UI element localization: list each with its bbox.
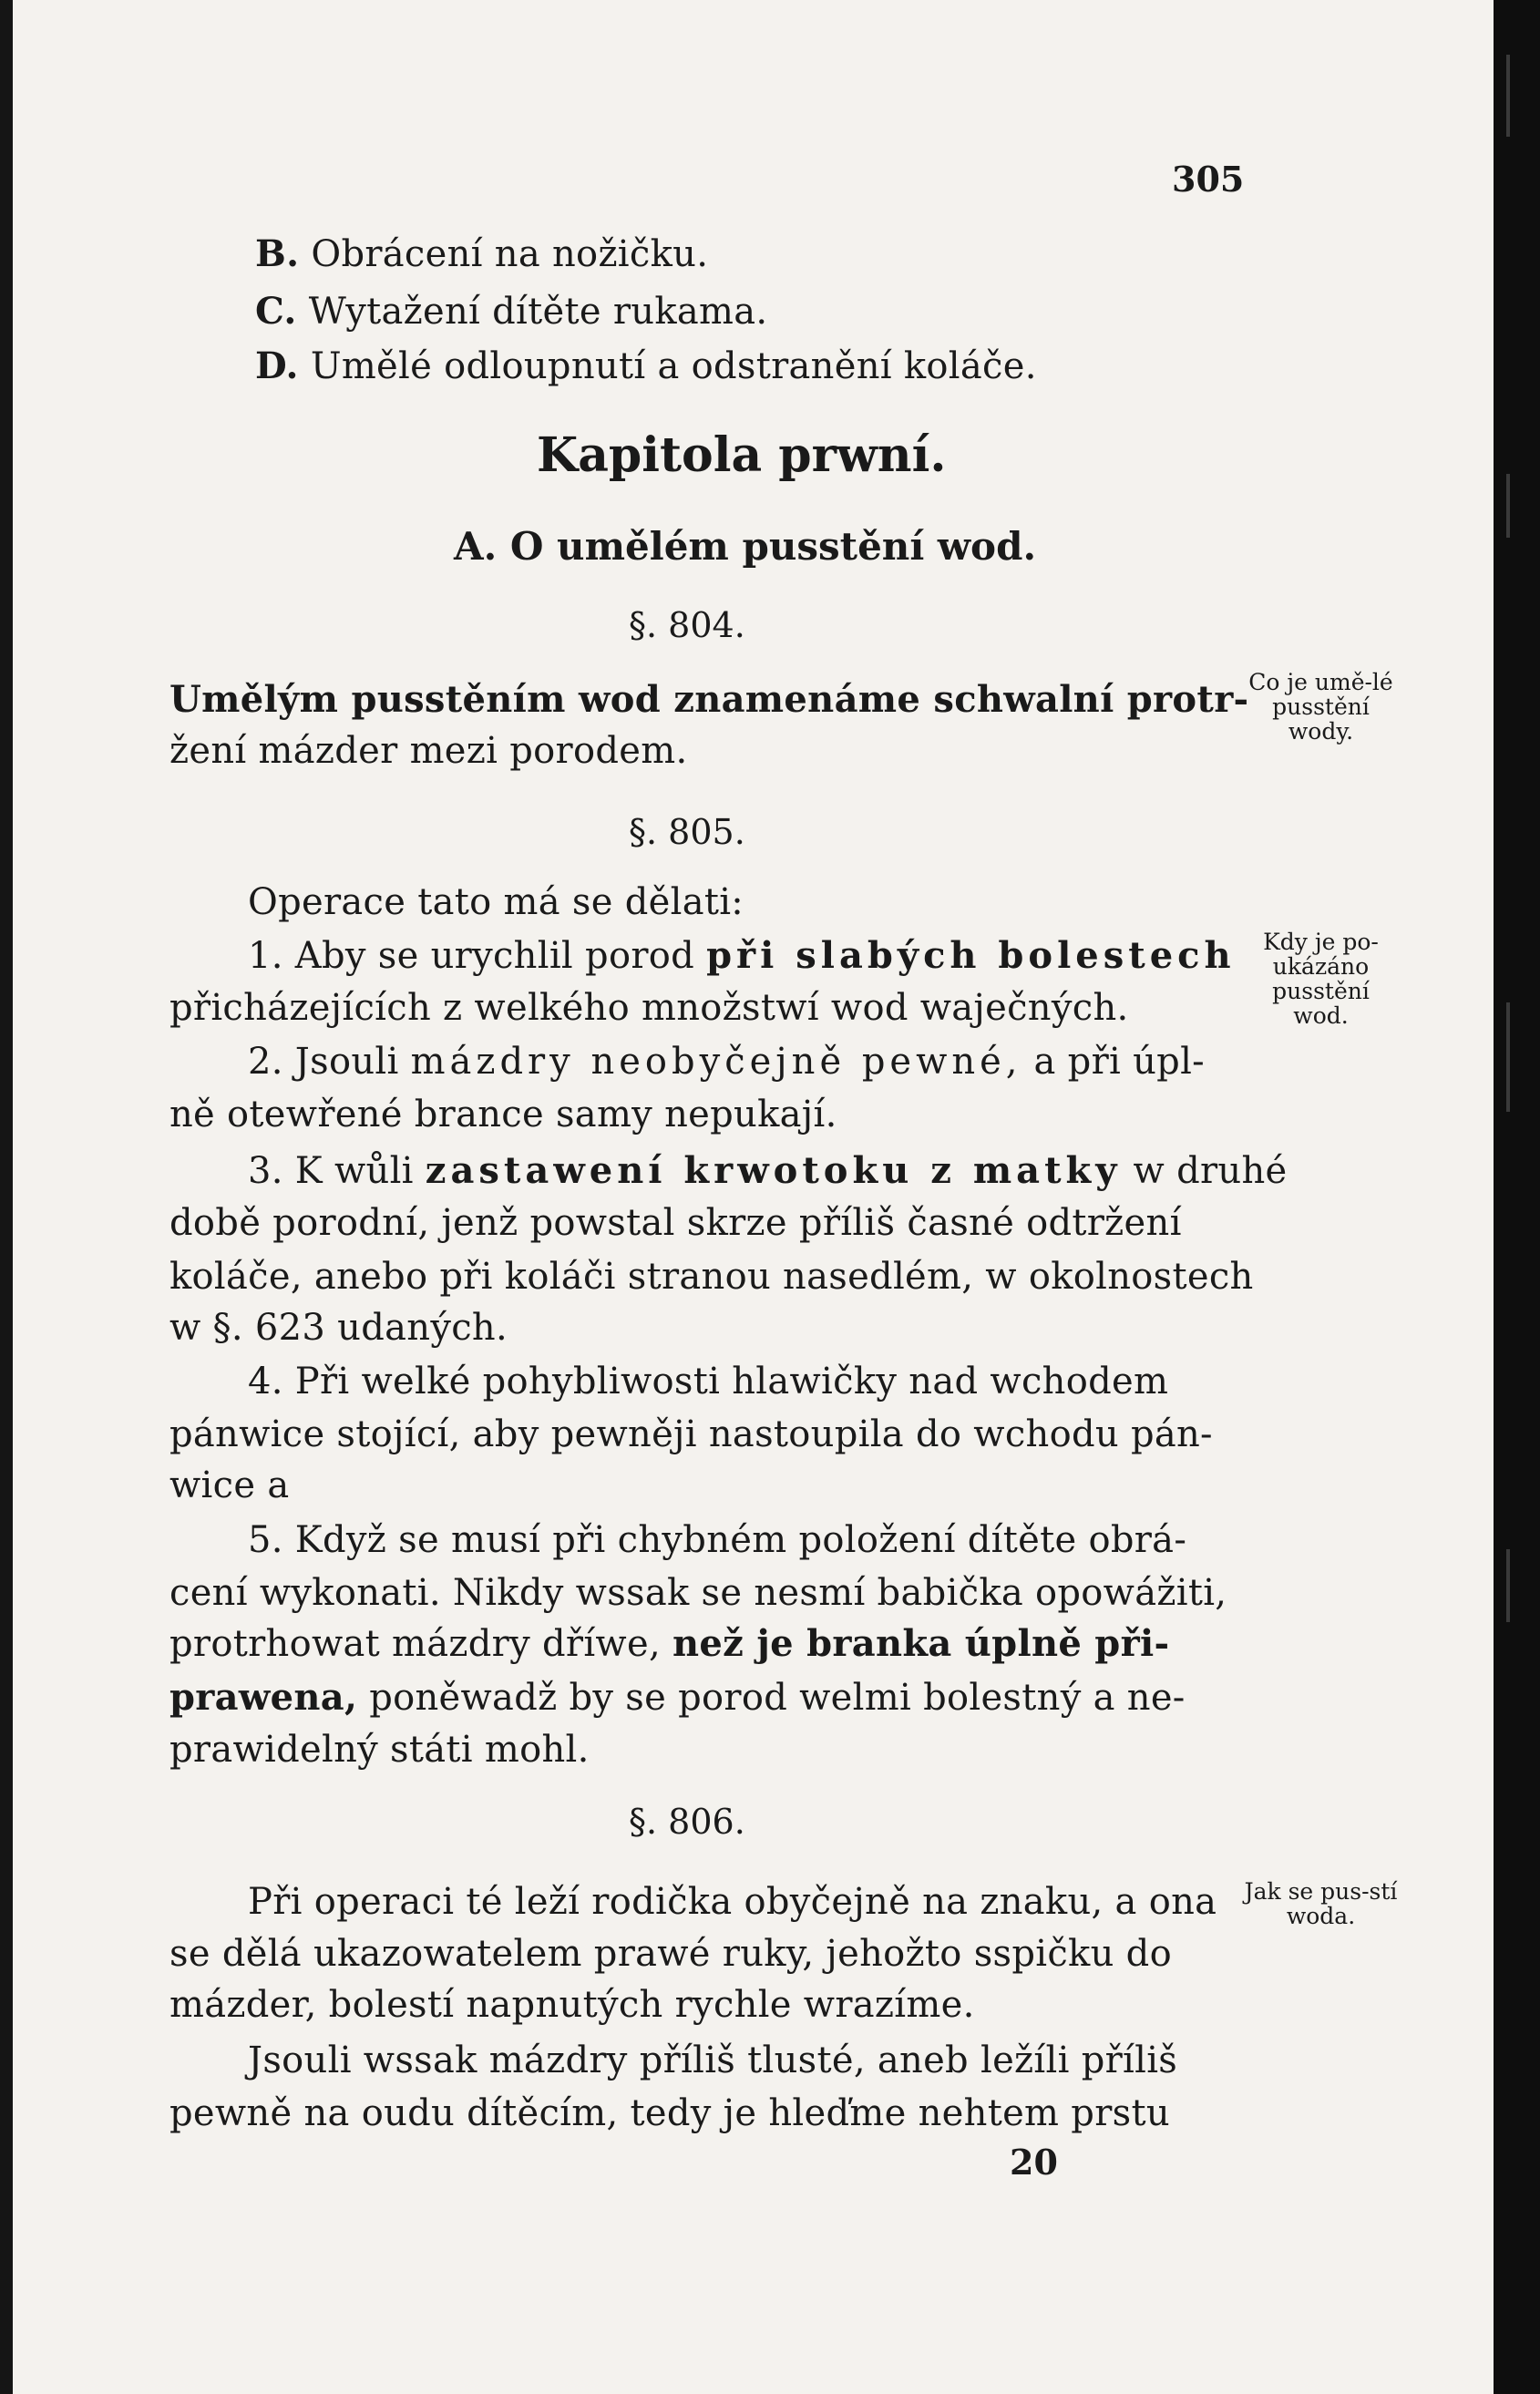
list-letter: D. — [255, 344, 299, 387]
paragraph-line: pánwice stojící, aby pewněji nastoupila do wchodu pán- — [169, 1413, 1213, 1455]
paragraph-line: se dělá ukazowatelem prawé ruky, jehožto sspičku do — [169, 1933, 1172, 1975]
paragraph-line: době porodní, jenž powstal skrze příliš časné odtržení — [169, 1202, 1182, 1244]
paragraph-line: ně otewřené brance samy nepukají. — [169, 1094, 837, 1135]
text-span: poněwadž by se porod welmi bolestný a ne- — [369, 1677, 1186, 1719]
paragraph-line — [248, 1149, 1288, 1193]
list-text: Umělé odloupnutí a odstranění koláče. — [310, 345, 1037, 387]
paragraph-line: žení mázder mezi porodem. — [169, 730, 688, 772]
section-heading: §. 806. — [629, 1802, 745, 1842]
paragraph-line: Jsouli wssak mázdry příliš tlusté, aneb ležíli příliš — [248, 2040, 1178, 2081]
chapter-subtitle: A. O umělém pusstění wod. — [454, 524, 1037, 569]
text-span: protrhowat mázdry dříwe, — [169, 1623, 661, 1665]
signature-mark: 20 — [1010, 2142, 1058, 2183]
text-span: a při úpl- — [1033, 1041, 1205, 1083]
list-text: Wytažení dítěte rukama. — [308, 291, 768, 333]
margin-note: Co je umě-lé pusstění wody. — [1248, 669, 1393, 745]
paragraph-line: cení wykonati. Nikdy wssak se nesmí babička opowážiti, — [169, 1572, 1227, 1614]
paragraph-line: prawidelný státi mohl. — [169, 1729, 590, 1771]
paragraph-line: Operace tato má se dělati: — [248, 881, 744, 923]
paragraph-line: Umělým pusstěním wod znamenáme schwalní protr- — [169, 678, 1249, 721]
text-span: 3. K wůli — [248, 1150, 414, 1192]
list-text: Obrácení na nožičku. — [311, 233, 709, 275]
emphasis-span: než je branka úplně při- — [672, 1622, 1170, 1665]
text-span: 1. Aby se urychlil porod — [248, 935, 695, 977]
section-heading: §. 805. — [629, 812, 745, 852]
paragraph-line — [169, 1676, 1186, 1720]
chapter-title: Kapitola prwní. — [537, 427, 947, 483]
paragraph-line: wice a — [169, 1464, 290, 1506]
emphasis-span: zastawení krwotoku z matky — [425, 1149, 1122, 1192]
paragraph-line: přicházejících z welkého množstwí wod waječných. — [169, 987, 1129, 1029]
paragraph-line: 5. Když se musí při chybném položení dítěte obrá- — [248, 1519, 1187, 1561]
section-heading: §. 804. — [629, 605, 745, 645]
emphasis-span: při slabých bolestech — [706, 934, 1236, 977]
list-item — [255, 232, 708, 276]
paragraph-line: w §. 623 udaných. — [169, 1307, 508, 1349]
list-letter: C. — [255, 290, 297, 333]
paragraph-line: 4. Při welké pohybliwosti hlawičky nad wchodem — [248, 1361, 1169, 1402]
paragraph-line — [169, 1622, 1169, 1666]
emphasis-span: prawena, — [169, 1676, 358, 1719]
margin-note: Kdy je po-ukázáno pusstění wod. — [1263, 929, 1379, 1029]
paragraph-line: Při operaci té leží rodička obyčejně na znaku, a ona — [248, 1881, 1217, 1923]
paragraph-line: pewně na oudu dítěcím, tedy je hleďme nehtem prstu — [169, 2092, 1170, 2134]
emphasis-span: mázdry neobyčejně pewné, — [410, 1041, 1022, 1083]
list-letter: B. — [255, 232, 300, 275]
paragraph-line: mázder, bolestí napnutých rychle wrazíme. — [169, 1984, 975, 2026]
margin-note: Jak se pus-stí woda. — [1244, 1878, 1398, 1929]
text-span: 2. Jsouli — [248, 1041, 399, 1083]
list-item — [255, 290, 767, 334]
paragraph-line — [248, 1040, 1205, 1084]
paragraph-line — [248, 934, 1236, 978]
page-number: 305 — [1172, 159, 1245, 200]
text-span: w druhé — [1133, 1150, 1288, 1192]
page-edge — [1494, 0, 1540, 2394]
paragraph-line: koláče, anebo při koláči stranou nasedlém, w okolnostech — [169, 1256, 1254, 1298]
book-page — [13, 0, 1494, 2394]
list-item — [255, 344, 1037, 388]
